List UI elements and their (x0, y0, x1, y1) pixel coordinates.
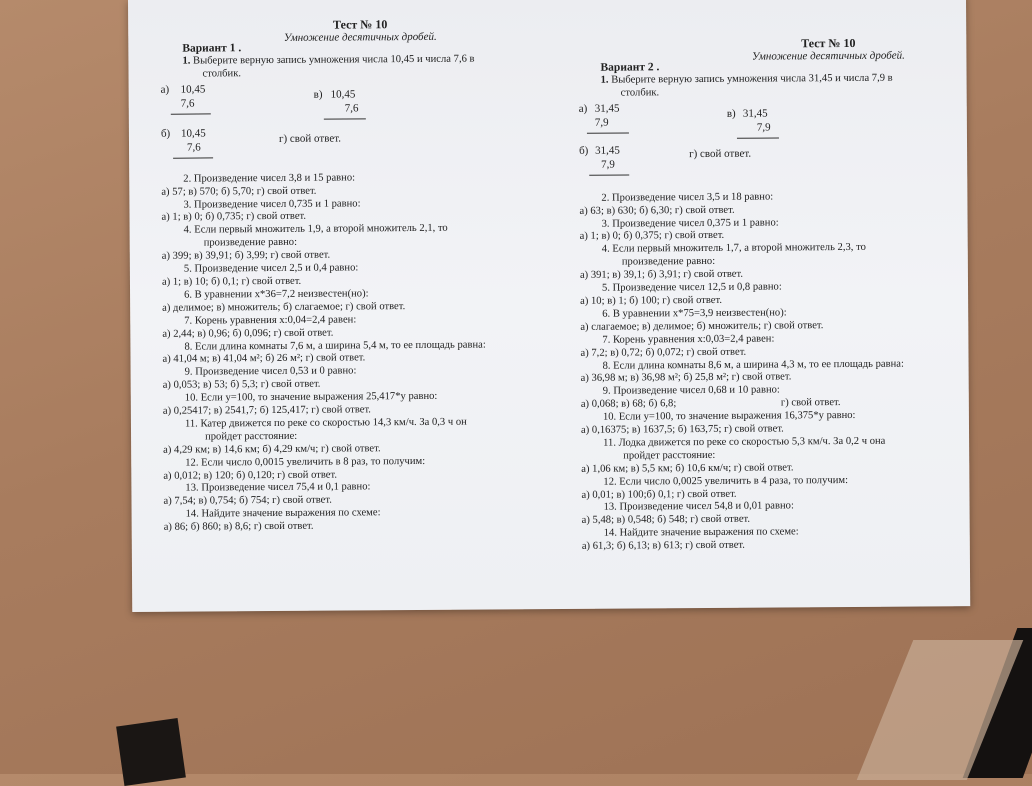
option-a-bottom: 7,6 (180, 97, 195, 110)
answers-13: а) 7,54; в) 0,754; б) 754; г) свой ответ. (163, 494, 332, 508)
question-14: 14. Найдите значение выражения по схеме: (603, 526, 799, 539)
question-11-cont: пройдет расстояние: (205, 430, 298, 443)
question-6: 6. В уравнении х*75=3,9 неизвестен(но): (602, 307, 787, 320)
answers-8: а) 41,04 м; в) 41,04 м²; б) 26 м²; г) свой ответ. (162, 352, 366, 366)
variant-2-column (578, 36, 962, 554)
answers-5: а) 1; в) 10; б) 0,1; г) свой ответ. (161, 275, 302, 288)
question-12: 12. Если число 0,0015 увеличить в 8 раз, то получим: (185, 455, 426, 469)
option-v-label: в) (726, 107, 736, 120)
column-multiplication-options (579, 100, 960, 187)
question-3: 3. Произведение чисел 0,375 и 1 равно: (601, 216, 779, 230)
test-title: Тест № 10 (801, 35, 856, 51)
option-a-rule (587, 132, 629, 133)
question-13: 13. Произведение чисел 54,8 и 0,01 равно: (603, 500, 794, 514)
question-5: 5. Произведение чисел 2,5 и 0,4 равно: (183, 262, 359, 275)
question-3: 3. Произведение чисел 0,735 и 1 равно: (183, 197, 361, 211)
option-b-rule (589, 174, 629, 175)
option-v-rule (324, 118, 366, 119)
option-b-top: 31,45 (595, 144, 620, 157)
table-shadow-left (116, 718, 186, 786)
answers-6: а) слагаемое; в) делимое; б) множитель; г) свой ответ. (580, 319, 824, 333)
answers-7: а) 2,44; в) 0,96; б) 0,096; г) свой ответ. (162, 327, 334, 340)
option-b-label: б) (160, 127, 171, 140)
answers-14: а) 86; б) 860; в) 8,6; г) свой ответ. (163, 520, 314, 533)
option-b-label: б) (579, 144, 589, 157)
answers-6: а) делимое; в) множитель; б) слагаемое; г) свой ответ. (162, 300, 406, 314)
answers-3: а) 1; в) 0; б) 0,735; г) свой ответ. (161, 211, 307, 224)
answers-8: а) 36,98 м; в) 36,98 м²; б) 25,8 м²; г) свой ответ. (580, 371, 792, 385)
option-a-label: а) (160, 83, 170, 96)
variant-label: Вариант 1 . (182, 42, 242, 55)
question-14: 14. Найдите значение выражения по схеме: (185, 507, 381, 520)
question-7: 7. Корень уравнения х:0,04=2,4 равен: (184, 314, 357, 327)
question-13: 13. Произведение чисел 75,4 и 0,1 равно: (185, 481, 371, 495)
question-4-cont: произведение равно: (203, 237, 298, 249)
question-2: 2. Произведение чисел 3,8 и 15 равно: (183, 172, 356, 185)
option-v-bottom: 7,9 (756, 121, 771, 134)
question-9: 9. Произведение чисел 0,68 и 10 равно: (602, 384, 780, 398)
question-8: 8. Если длина комнаты 7,6 м, а ширина 5,4 м, то ее площадь равна: (184, 339, 486, 353)
question-1-cont: столбик. (202, 68, 242, 80)
answers-14: а) 61,3; б) 6,13; в) 613; г) свой ответ. (581, 539, 745, 553)
option-b-bottom: 7,6 (186, 141, 201, 154)
answers-3: а) 1; в) 0; б) 0,375; г) свой ответ. (579, 230, 725, 243)
question-10: 10. Если у=100, то значение выражения 25,417*у равно: (184, 390, 438, 404)
question-1-cont: столбик. (620, 87, 660, 99)
variant-label: Вариант 2 . (600, 61, 660, 74)
option-a-top: 10,45 (180, 83, 206, 96)
answers-4: а) 391; в) 39,1; б) 3,91; г) свой ответ. (579, 268, 744, 282)
question-9: 9. Произведение чисел 0,53 и 0 равно: (184, 365, 357, 378)
answers-2: а) 63; в) 630; б) 6,30; г) свой ответ. (579, 204, 735, 217)
test-subtitle: Умножение десятичных дробей. (751, 49, 905, 63)
option-v-rule (737, 137, 779, 138)
column-multiplication-options (161, 81, 562, 168)
option-b-bottom: 7,9 (601, 158, 615, 171)
option-v-top: 31,45 (742, 107, 768, 120)
question-4-cont: произведение равно: (621, 256, 716, 268)
answers-4: а) 399; в) 39,91; б) 3,99; г) свой ответ. (161, 249, 331, 262)
answers-7: а) 7,2; в) 0,72; б) 0,072; г) свой ответ. (580, 346, 747, 359)
option-a-rule (171, 113, 211, 114)
option-v-label: в) (313, 88, 323, 101)
answers-11: а) 4,29 км; в) 14,6 км; б) 4,29 км/ч; г) свой ответ. (163, 442, 381, 456)
test-subtitle: Умножение десятичных дробей. (283, 30, 437, 44)
question-7: 7. Корень уравнения х:0,03=2,4 равен: (602, 333, 775, 346)
option-a-top: 31,45 (594, 102, 620, 115)
answers-10: а) 0,25417; в) 2541,7; б) 125,417; г) свой ответ. (162, 404, 371, 417)
option-g: г) свой ответ. (689, 147, 752, 160)
option-g: г) свой ответ. (278, 132, 341, 145)
question-11: 11. Лодка движется по реке со скоростью 5,3 км/ч. За 0,2 ч она (603, 435, 886, 449)
question-4: 4. Если первый множитель 1,9, а второй множитель 2,1, то (183, 223, 448, 236)
option-v-bottom: 7,6 (344, 102, 359, 115)
answers-13: а) 5,48; в) 0,548; б) 548; г) свой ответ. (581, 514, 751, 527)
answers-11: а) 1,06 км; в) 5,5 км; б) 10,6 км/ч; г) свой ответ. (581, 462, 794, 475)
question-1: 1. Выберите верную запись умножения числа 31,45 и числа 7,9 в (600, 72, 893, 86)
question-10: 10. Если у=100, то значение выражения 16,375*у равно: (602, 410, 856, 423)
question-11: 11. Катер движется по реке со скоростью 14,3 км/ч. За 0,3 ч он (184, 416, 467, 430)
question-6: 6. В уравнении х*36=7,2 неизвестен(но): (184, 288, 369, 301)
answers-12: а) 0,012; в) 120; б) 0,120; г) свой ответ. (163, 469, 337, 482)
question-8: 8. Если длина комнаты 8,6 м, а ширина 4,3 м, то ее площадь равна: (602, 358, 904, 372)
answers-9: а) 0,053; в) 53; б) 5,3; г) свой ответ. (162, 378, 321, 391)
question-1: 1. Выберите верную запись умножения числа 10,45 и числа 7,6 в (182, 53, 475, 67)
option-b-rule (173, 157, 213, 158)
question-5: 5. Произведение чисел 12,5 и 0,8 равно: (601, 281, 782, 294)
answers-10: а) 0,16375; в) 1637,5; б) 163,75; г) свой ответ. (580, 423, 784, 436)
question-11-cont: пройдет расстояние: (623, 449, 716, 462)
question-4: 4. Если первый множитель 1,7, а второй множитель 2,3, то (601, 242, 866, 256)
test-sheet (128, 0, 970, 612)
option-a-label: а) (578, 102, 588, 115)
variant-1-column (160, 17, 564, 535)
answers-2: а) 57; в) 570; б) 5,70; г) свой ответ. (161, 185, 317, 198)
option-a-bottom: 7,9 (594, 116, 609, 129)
option-v-top: 10,45 (330, 88, 356, 101)
answers-12: а) 0,01; в) 100;б) 0,1; г) свой ответ. (581, 488, 737, 501)
question-12: 12. Если число 0,0025 увеличить в 4 раза, то получим: (603, 474, 849, 488)
question-2: 2. Произведение чисел 3,5 и 18 равно: (601, 191, 774, 204)
option-b-top: 10,45 (180, 127, 206, 140)
answers-9-own: г) свой ответ. (780, 397, 841, 409)
answers-9: а) 0,068; в) 68; б) 6,8; г) свой ответ. (580, 397, 841, 411)
test-title: Тест № 10 (332, 17, 388, 32)
answers-5: а) 10; в) 1; б) 100; г) свой ответ. (580, 294, 723, 307)
